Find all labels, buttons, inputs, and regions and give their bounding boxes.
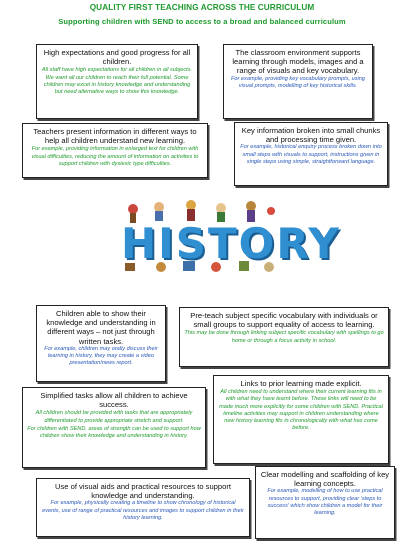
box-detail: For example, providing key vocabulary prompts, using visual prompts, modelling of key historical skills. — [230, 75, 365, 89]
box-heading: Children able to show their knowledge and understanding in different ways – not just through written tasks. — [46, 309, 156, 346]
box-high-expectations — [36, 44, 198, 119]
box-prior-learning — [213, 375, 389, 464]
box-present-information — [22, 123, 208, 178]
history-banner — [121, 197, 341, 275]
box-heading: Use of visual aids and practical resources to support knowledge and understanding. — [54, 482, 231, 501]
box-heading: Clear modelling and scaffolding of key learning concepts. — [260, 470, 390, 489]
box-detail: All children should be provided with tasks that are appropriately differentiated to provide appropriate stretch and support. — [35, 410, 193, 424]
box-detail: For example, modelling of how to use practical resources to support, providing clear 'steps to success' which show children a model for their learning. — [267, 488, 383, 517]
box-classroom-environment — [223, 44, 373, 119]
box-heading: Teachers present information in different ways to help all children understand new learning. — [33, 127, 197, 146]
box-detail: For example, providing information in enlarged text for children with visual difficulties, reducing the amount of information on activities to support children with dyslexic type difficulties. — [31, 146, 199, 167]
box-heading: The classroom environment supports learning through models, images and a range of visuals and key vocabulary. — [232, 48, 364, 76]
box-pre-teach-vocabulary — [179, 307, 389, 367]
history-banner-title: HISTORY — [121, 219, 341, 268]
box-heading: High expectations and good progress for all children. — [43, 48, 191, 67]
box-visual-aids — [36, 478, 250, 537]
box-detail: This may be done through linking subject specific vocabulary with spellings to go home or through a focus activity in school. — [184, 330, 384, 344]
box-simplified-tasks — [22, 387, 206, 468]
box-detail: For example, physically creating a timeline to show chronology of historical events, use of range of practical resources and images to support children in their history learning. — [42, 500, 244, 521]
box-detail-2: For children with SEND, areas of strength can be used to support how children show their knowledge and understanding in history. — [27, 425, 201, 440]
box-detail: For example, historical enquiry process broken down into small steps with visuals to support, instructions given in single steps using simple, straightforward language. — [240, 144, 382, 165]
box-show-knowledge — [36, 305, 166, 382]
box-clear-modelling — [255, 466, 395, 539]
page-subtitle: Supporting children with SEND to access to a broad and balanced curriculum — [58, 17, 346, 26]
box-small-chunks — [234, 122, 388, 186]
box-heading: Pre-teach subject specific vocabulary with individuals or small groups to support equality of access to learning. — [190, 311, 378, 330]
box-heading: Simplified tasks allow all children to achieve success. — [40, 391, 188, 410]
box-heading: Links to prior learning made explicit. — [240, 379, 362, 388]
box-detail: All staff have high expectations for all children in all subjects. We want all our children to reach their full potential. Some children may excel in history knowledge and understanding but need alternative ways to show this knowledge. — [41, 67, 193, 96]
box-heading: Key information broken into small chunks and processing time given. — [241, 126, 381, 145]
box-detail: For example, children may orally discuss their learning in history, they may create a video presentation/news report. — [44, 345, 158, 367]
box-detail: All children need to understand where their current learning fits in with what they have learnt before. These links will need to be made much more explicitly for some children with SEND. Practical timeline activities may support in children understanding where new history learning fits in chronologically with what has come before. — [219, 389, 383, 432]
page-title: QUALITY FIRST TEACHING ACROSS THE CURRICULUM — [89, 3, 315, 12]
